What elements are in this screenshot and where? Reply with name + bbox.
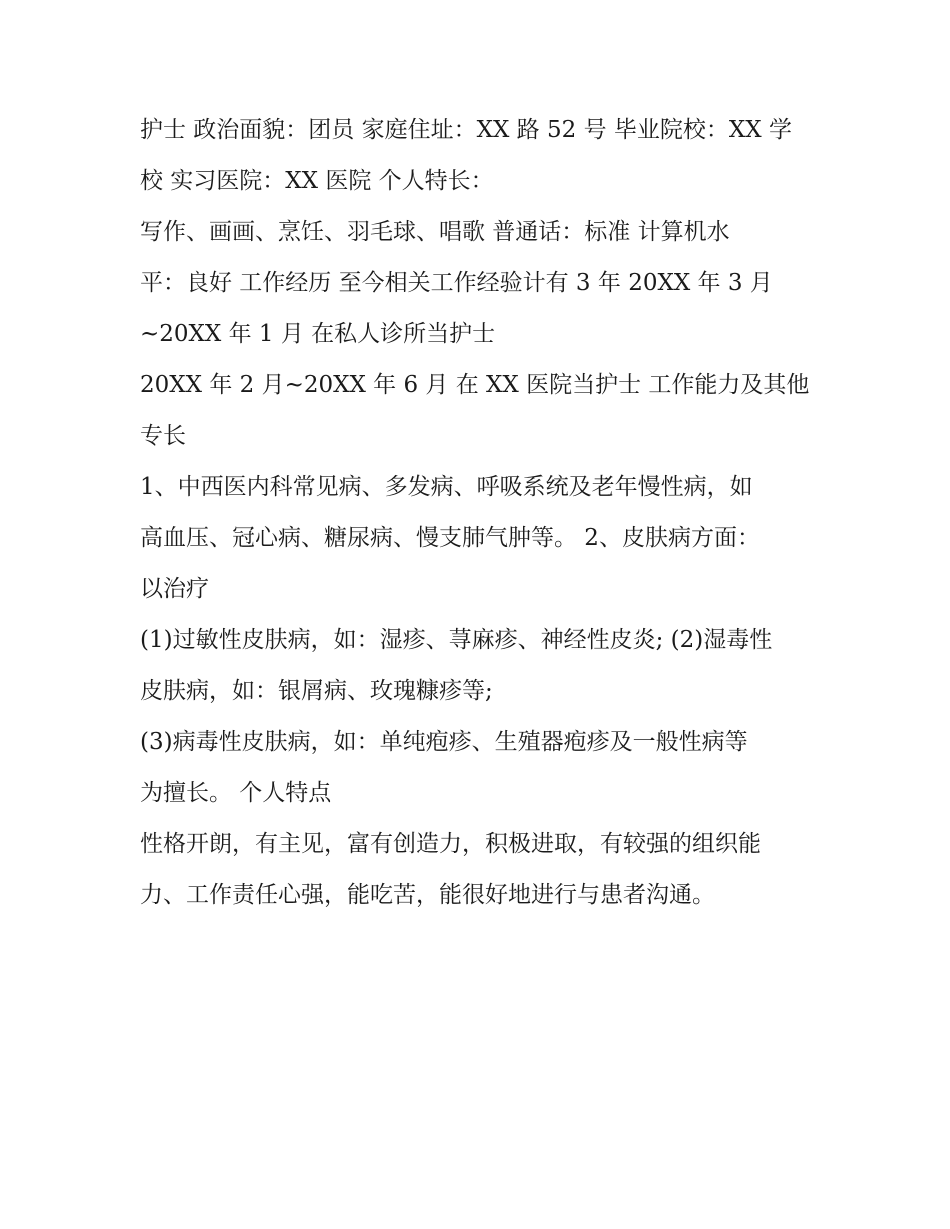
text-line: 以治疗 <box>140 576 209 602</box>
text-line: 高血压、冠心病、糖尿病、慢支肺气肿等。 2、皮肤病方面： <box>140 525 760 551</box>
text-line: (3)病毒性皮肤病，如：单纯疱疹、生殖器疱疹及一般性病等 <box>140 729 748 755</box>
text-line: 皮肤病，如：银屑病、玫瑰糠疹等; <box>140 678 493 704</box>
text-line: 性格开朗，有主见，富有创造力，积极进取，有较强的组织能 <box>140 831 761 857</box>
text-line: 专长 <box>140 423 186 449</box>
text-line: 1、中西医内科常见病、多发病、呼吸系统及老年慢性病，如 <box>140 474 753 500</box>
text-line: (1)过敏性皮肤病，如：湿疹、荨麻疹、神经性皮炎; (2)湿毒性 <box>140 627 773 653</box>
text-line: 校 实习医院：XX 医院 个人特长： <box>140 168 494 194</box>
text-line: 写作、画画、烹饪、羽毛球、唱歌 普通话：标准 计算机水 <box>140 219 730 245</box>
text-line: 平：良好 工作经历 至今相关工作经验计有 3 年 20XX 年 3 月 <box>140 270 773 296</box>
text-line: 护士 政治面貌：团员 家庭住址：XX 路 52 号 毕业院校：XX 学 <box>140 117 792 143</box>
text-line: 力、工作责任心强，能吃苦，能很好地进行与患者沟通。 <box>140 882 715 908</box>
text-line: 为擅长。 个人特点 <box>140 780 332 806</box>
text-line: 20XX 年 2 月~20XX 年 6 月 在 XX 医院当护士 工作能力及其他 <box>140 372 810 398</box>
text-line: ~20XX 年 1 月 在私人诊所当护士 <box>140 321 496 347</box>
resume-text-block <box>140 107 830 923</box>
